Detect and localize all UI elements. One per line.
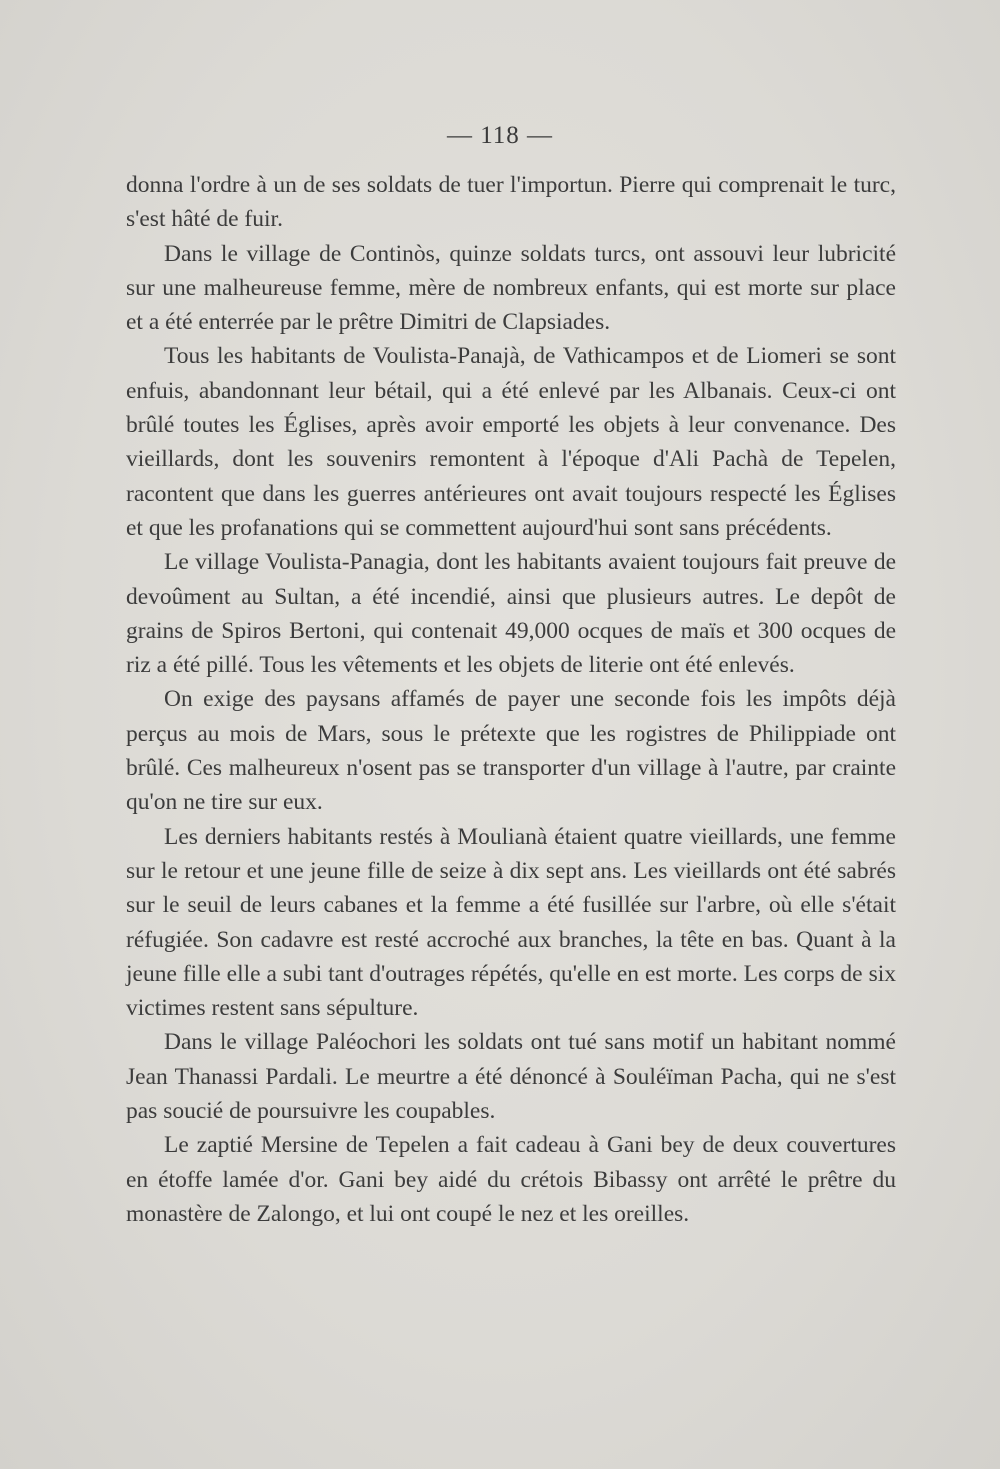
paragraph: Le village Voulista-Panagia, dont les habitants avaient toujours fait preuve de devoûment au Sultan, a été incendié, ainsi que plusieurs autres. Le depôt de grains de Spiros Bertoni, qui contenait 49,000 ocques de maïs et 300 ocques de riz a été pillé. Tous les vêtements et les objets de literie ont été enlevés.: [126, 549, 896, 679]
page-number: — 118 —: [446, 122, 554, 149]
paragraph: On exige des paysans affamés de payer une seconde fois les impôts déjà perçus au mois de Mars, sous le prétexte que les rogistres de Philippiade ont brûlé. Ces malheureux n'osent pas se transporter d'un village à l'autre, par crainte qu'on ne tire sur eux.: [126, 686, 896, 816]
paragraph: Dans le village Paléochori les soldats ont tué sans motif un habitant nommé Jean Thanassi Pardali. Le meurtre a été dénoncé à Souléïman Pacha, qui ne s'est pas soucié de poursuivre les coupables.: [126, 1029, 896, 1125]
paragraph-continued: donna l'ordre à un de ses soldats de tuer l'importun. Pierre qui comprenait le turc, s'est hâté de fuir.: [126, 172, 896, 233]
paragraph: Dans le village de Continòs, quinze soldats turcs, ont assouvi leur lubricité sur une malheureuse femme, mère de nombreux enfants, qui est morte sur place et a été enterrée par le prêtre Dimitri de Clapsiades.: [126, 240, 896, 336]
paragraph: Le zaptié Mersine de Tepelen a fait cadeau à Gani bey de deux couvertures en étoffe lamée d'or. Gani bey aidé du crétois Bibassy ont arrêté le prêtre du monastère de Zalongo, et lui ont coupé le nez et les oreilles.: [126, 1132, 896, 1227]
paragraph: Tous les habitants de Voulista-Panajà, de Vathicampos et de Liomeri se sont enfuis, abandonnant leur bétail, qui a été enlevé par les Albanais. Ceux-ci ont brûlé toutes les Églises, après avoir emporté les objets à leur convenance. Des vieillards, dont les souvenirs remontent à l'époque d'Ali Pachà de Tepelen, racontent que dans les guerres antérieures ont avait toujours respecté les Églises et que les profanations qui se commettent aujourd'hui sont sans précédents.: [126, 343, 896, 541]
paragraph: Les derniers habitants restés à Moulianà étaient quatre vieillards, une femme sur le retour et une jeune fille de seize à dix sept ans. Les vieillards ont été sabrés sur le seuil de leurs cabanes et la femme a été fusillée sur l'arbre, où elle s'était réfugiée. Son cadavre est resté accroché aux branches, la tête en bas. Quant à la jeune fille elle a subi tant d'outrages répétés, qu'elle en est morte. Les corps de six victimes restent sans sépulture.: [126, 823, 896, 1022]
body-text: [126, 168, 896, 1231]
